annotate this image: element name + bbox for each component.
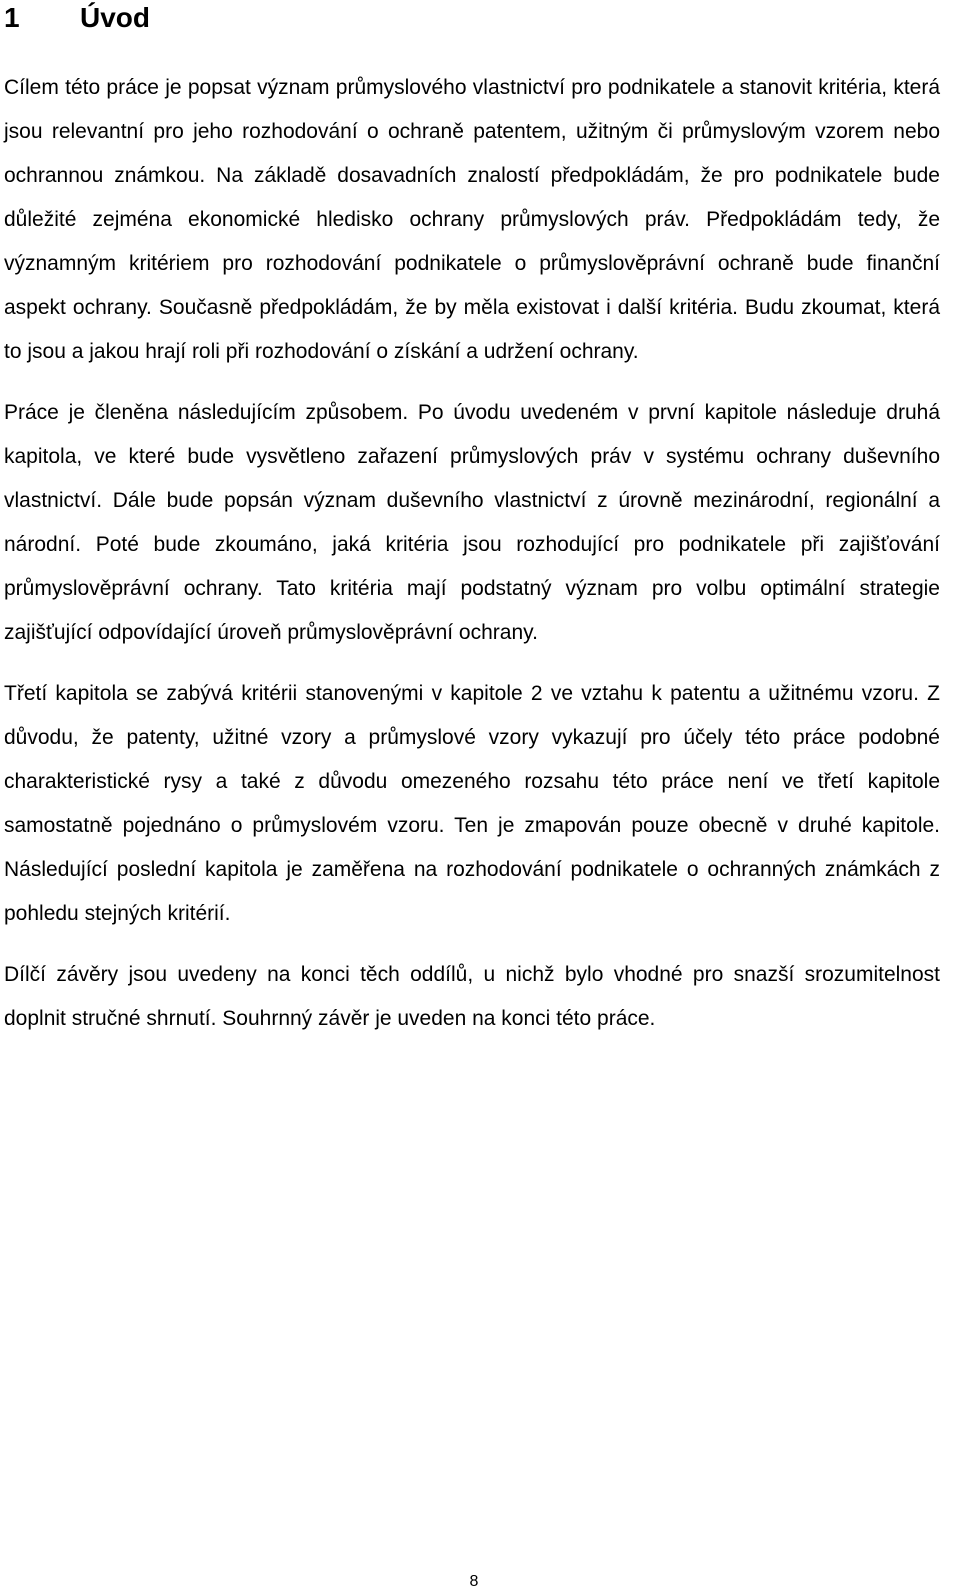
chapter-number: 1 <box>4 2 20 33</box>
page-number: 8 <box>469 1573 479 1590</box>
paragraph-1: Cílem této práce je popsat význam průmyslového vlastnictví pro podnikatele a stanovit kritéria, která jsou relevantní pro jeho rozhodování o ochraně patentem, užitným či průmyslovým vzorem nebo ochrannou známkou. Na základě dosavadních znalostí předpokládám, že pro podnikatele bude důležité zejména ekonomické hledisko ochrany průmyslových práv. Předpokládám tedy, že významným kritériem pro rozhodování podnikatele o průmyslověprávní ochraně bude finanční aspekt ochrany. Současně předpokládám, že by měla existovat i další kritéria. Budu zkoumat, která to jsou a jakou hrají roli při rozhodování o získání a udržení ochrany. <box>4 76 940 363</box>
paragraph-2: Práce je členěna následujícím způsobem. Po úvodu uvedeném v první kapitole následuje druhá kapitola, ve které bude vysvětleno zařazení průmyslových práv v systému ochrany duševního vlastnictví. Dále bude popsán význam duševního vlastnictví z úrovně mezinárodní, regionální a národní. Poté bude zkoumáno, jaká kritéria jsou rozhodující pro podnikatele při zajišťování průmyslověprávní ochrany. Tato kritéria mají podstatný význam pro volbu optimální strategie zajišťující odpovídající úroveň průmyslověprávní ochrany. <box>4 401 940 644</box>
page-footer <box>0 1572 960 1592</box>
body-text <box>4 66 940 1058</box>
chapter-title: Úvod <box>80 2 150 33</box>
paragraph-4: Dílčí závěry jsou uvedeny na konci těch oddílů, u nichž bylo vhodné pro snazší srozumitelnost doplnit stručné shrnutí. Souhrnný závěr je uveden na konci této práce. <box>4 963 940 1030</box>
paragraph-3: Třetí kapitola se zabývá kritérii stanovenými v kapitole 2 ve vztahu k patentu a užitnému vzoru. Z důvodu, že patenty, užitné vzory a průmyslové vzory vykazují pro účely této práce podobné charakteristické rysy a také z důvodu omezeného rozsahu této práce není ve třetí kapitole samostatně pojednáno o průmyslovém vzoru. Ten je zmapován pouze obecně v druhé kapitole. Následující poslední kapitola je zaměřena na rozhodování podnikatele o ochranných známkách z pohledu stejných kritérií. <box>4 682 940 925</box>
chapter-heading <box>4 0 150 36</box>
